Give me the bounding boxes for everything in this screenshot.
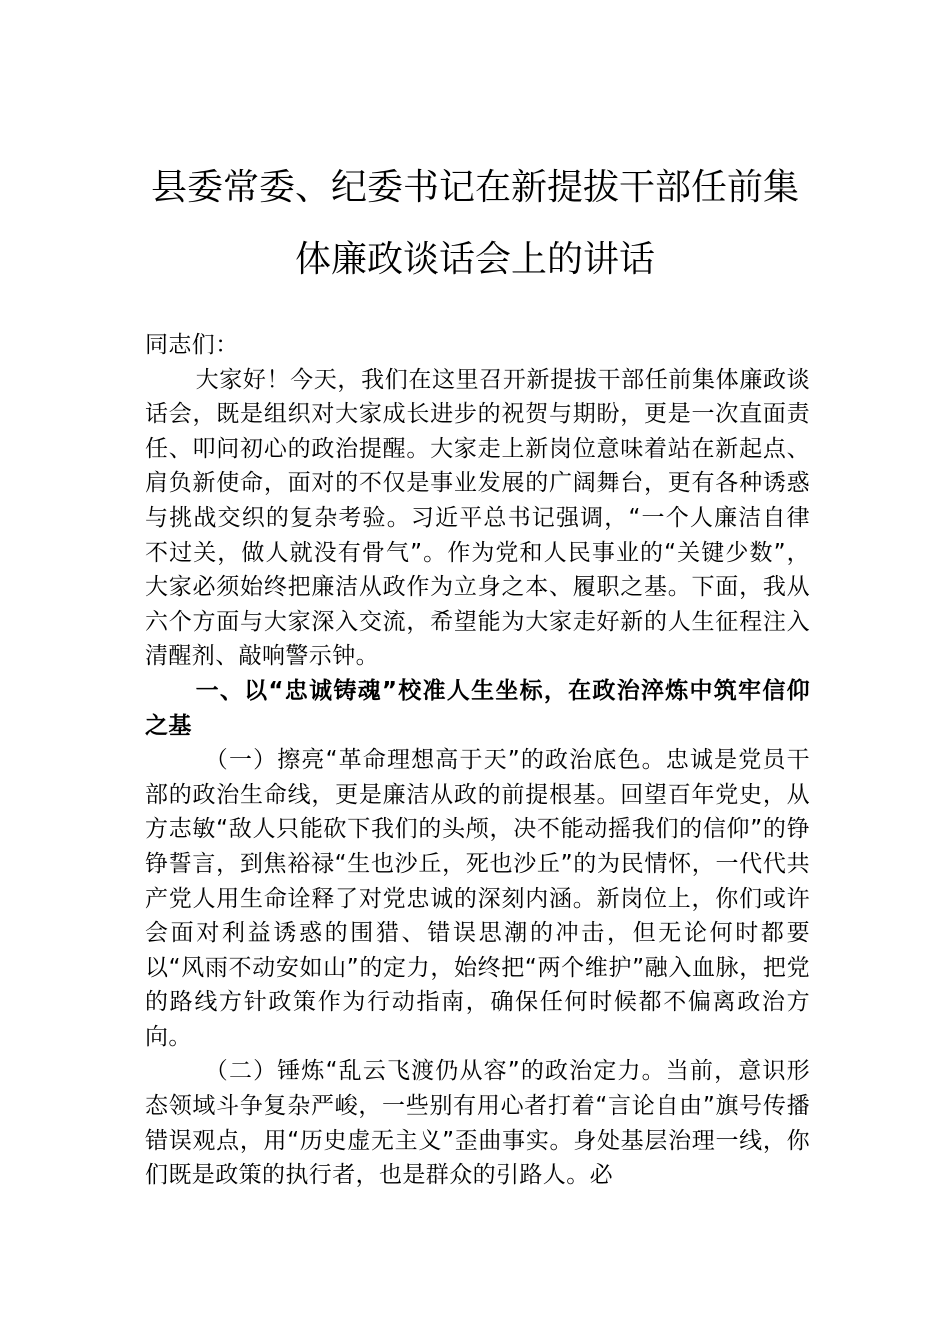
document-body — [145, 328, 810, 1193]
opening-paragraph: 大家好！今天，我们在这里召开新提拔干部任前集体廉政谈话会，既是组织对大家成长进步的祝贺与期盼，更是一次直面责任、叩问初心的政治提醒。大家走上新岗位意味着站在新起点、肩负新使命，面对的不仅是事业发展的广阔舞台，更有各种诱惑与挑战交织的复杂考验。习近平总书记强调，“一个人廉洁自律不过关，做人就没有骨气”。作为党和人民事业的“关键少数”，大家必须始终把廉洁从政作为立身之本、履职之基。下面，我从六个方面与大家深入交流，希望能为大家走好新的人生征程注入清醒剂、敲响警示钟。 — [145, 366, 810, 670]
salutation: 同志们： — [145, 332, 239, 358]
subsection-paragraph-2: （二）锤炼“乱云飞渡仍从容”的政治定力。当前，意识形态领域斗争复杂严峻，一些别有用心者打着“言论自由”旗号传播错误观点，用“历史虚无主义”歪曲事实。身处基层治理一线，你们既是政策的执行者，也是群众的引路人。必 — [145, 1058, 810, 1189]
section-heading-1: 一、以“忠诚铸魂”校准人生坐标，在政治淬炼中筑牢信仰之基 — [145, 677, 810, 739]
subsection-paragraph-1: （一）擦亮“革命理想高于天”的政治底色。忠诚是党员干部的政治生命线，更是廉洁从政的前提根基。回望百年党史，从方志敏“敌人只能砍下我们的头颅，决不能动摇我们的信仰”的铮铮誓言，到焦裕禄“生也沙丘，死也沙丘”的为民情怀，一代代共产党人用生命诠释了对党忠诚的深刻内涵。新岗位上，你们或许会面对利益诱惑的围猎、错误思潮的冲击，但无论何时都要以“风雨不动安如山”的定力，始终把“两个维护”融入血脉，把党的路线方针政策作为行动指南，确保任何时候都不偏离政治方向。 — [145, 747, 810, 1050]
document-title-line-2: 体廉政谈话会上的讲话 — [294, 239, 655, 280]
document-title-line-1: 县委常委、纪委书记在新提拔干部任前集 — [150, 167, 799, 208]
